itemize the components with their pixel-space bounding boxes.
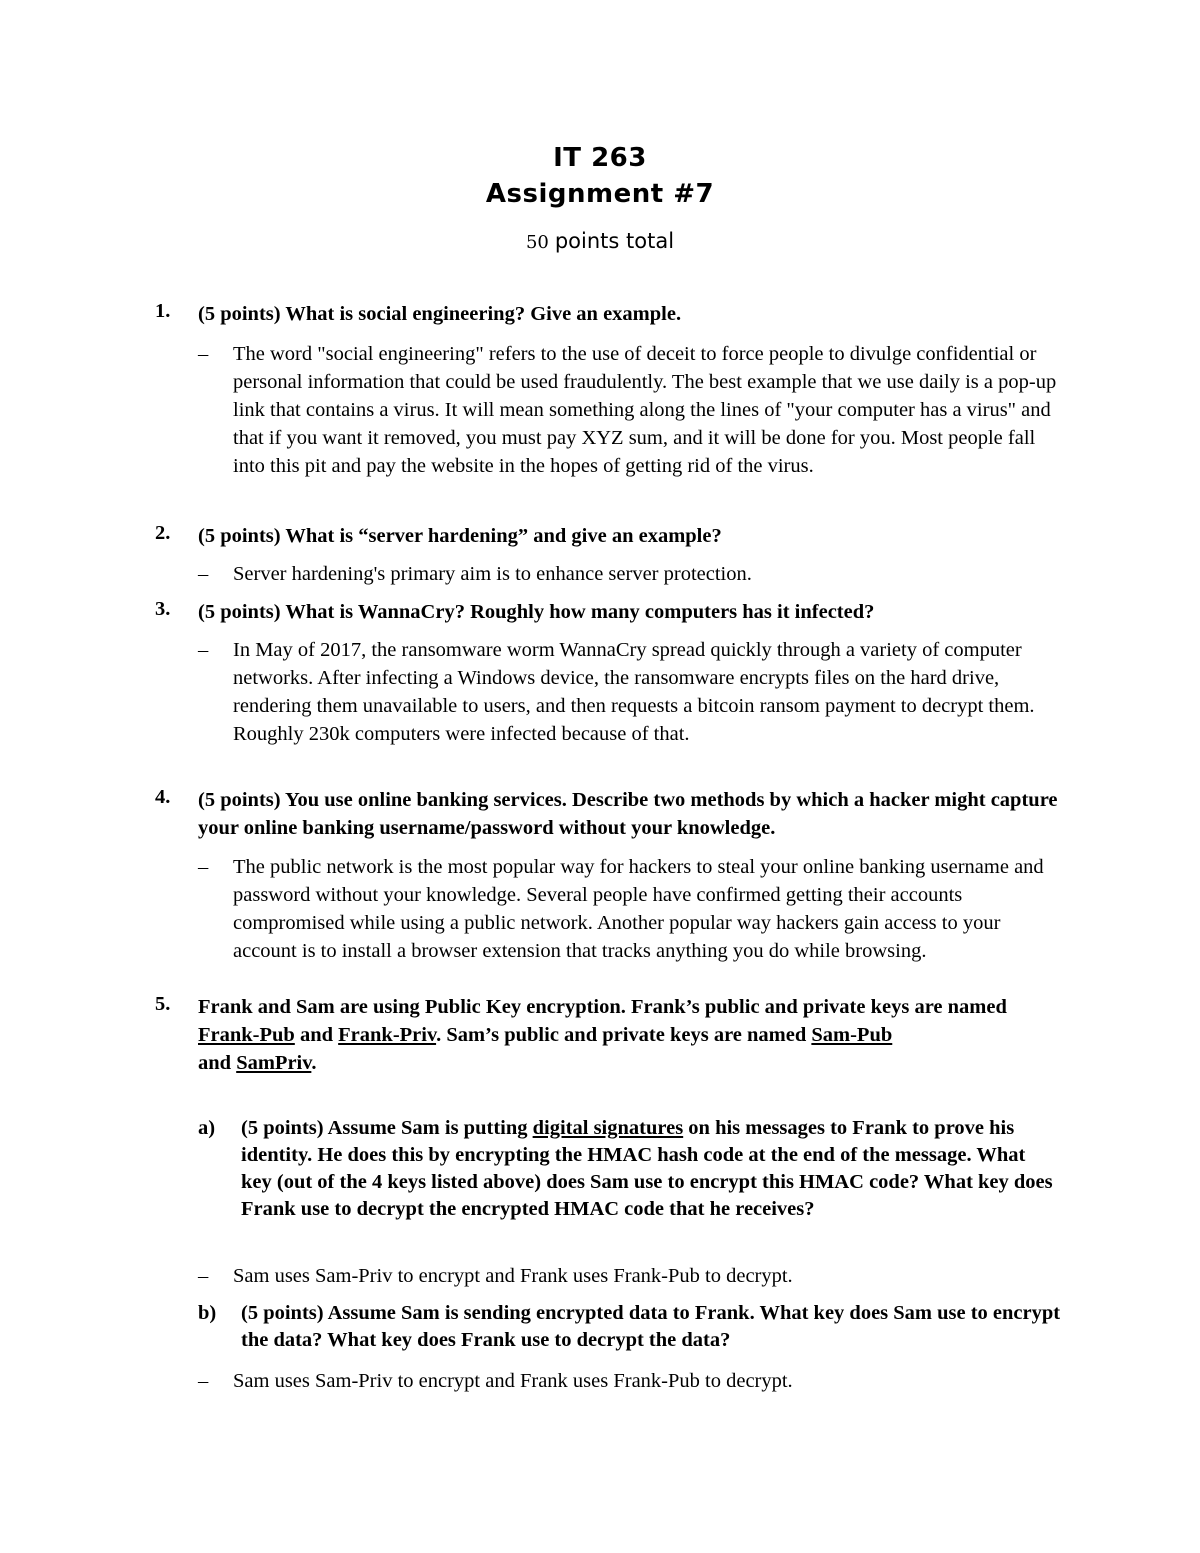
part-text: (5 points) Assume Sam is sending encrypted data to Frank. What key does Sam use to encrypt the data? What key does Frank use to decrypt the data? [241, 1302, 1061, 1351]
answer-dash: – [198, 856, 209, 878]
question-text: (5 points) What is “server hardening” and give an example? [198, 525, 722, 547]
question-number: 4. [155, 786, 171, 808]
answer-dash: – [198, 343, 209, 365]
key-frank-priv: Frank-Priv [338, 1024, 437, 1046]
part-label: a) [198, 1117, 216, 1139]
title-block [0, 140, 1200, 258]
course-title: IT 263 [553, 143, 647, 173]
answer-text: The public network is the most popular way for hackers to steal your online banking username and password without your knowledge. Several people have confirmed getting their accounts compromised while using a public network. Another popular way hackers gain access to your account is to install a browser extension that tracks anything you do while browsing. [233, 856, 1044, 962]
question-number: 1. [155, 300, 171, 322]
assignment-title: Assignment #7 [485, 179, 715, 209]
part-label: b) [198, 1302, 217, 1324]
conjunction: and [198, 1052, 232, 1074]
answer-dash: – [198, 1370, 209, 1392]
question-text: (5 points) What is WannaCry? Roughly how many computers has it infected? [198, 601, 875, 623]
key-frank-pub: Frank-Pub [198, 1024, 295, 1046]
answer-dash: – [198, 563, 209, 585]
question-number: 5. [155, 993, 171, 1015]
answer-text: Sam uses Sam-Priv to encrypt and Frank uses Frank-Pub to decrypt. [233, 1370, 793, 1392]
answer-dash: – [198, 1265, 209, 1287]
points-total [0, 226, 1200, 258]
points-label: points total [554, 229, 675, 253]
question-text: (5 points) You use online banking services. Describe two methods by which a hacker might capture your online banking username/password without your knowledge. [198, 789, 1058, 839]
conjunction: and [299, 1024, 334, 1046]
answer-text: Sam uses Sam-Priv to encrypt and Frank uses Frank-Pub to decrypt. [233, 1265, 793, 1287]
question-text [198, 993, 1058, 1077]
question-5-middle: . Sam’s public and private keys are named [436, 1024, 807, 1046]
answer-text: In May of 2017, the ransomware worm WannaCry spread quickly through a variety of computer networks. After infecting a Windows device, the ransomware encrypts files on the hard drive, rendering them unavailable to users, and then requests a bitcoin ransom payment to decrypt them. Roughly 230k computers were infected because of that. [233, 639, 1035, 745]
part-a-post: on his messages to Frank to prove his identity. He does this by encrypting the HMAC hash code at the end of the message. What key (out of the 4 keys listed above) does Sam use to encrypt this HMAC code? What key does Frank use to decrypt the encrypted HMAC code that he receives? [241, 1117, 1053, 1220]
key-sam-pub: Sam-Pub [811, 1024, 893, 1046]
answer-dash: – [198, 639, 209, 661]
part-a-pre: (5 points) Assume Sam is putting [241, 1117, 528, 1139]
question-5-intro: Frank and Sam are using Public Key encryption. Frank’s public and private keys are named [198, 996, 1007, 1018]
period: . [311, 1052, 317, 1074]
answer-text: The word "social engineering" refers to the use of deceit to force people to divulge confidential or personal information that could be used fraudulently. The best example that we use daily is a pop-up link that contains a virus. It will mean something along the lines of "your computer has a virus" and that if you want it removed, you must pay XYZ sum, and it will be done for you. Most people fall into this pit and pay the website in the hopes of getting rid of the virus. [233, 343, 1057, 477]
part-a-underlined: digital signatures [532, 1117, 684, 1139]
question-number: 3. [155, 598, 171, 620]
part-text [241, 1115, 1061, 1223]
question-number: 2. [155, 522, 171, 544]
key-sam-priv: SamPriv [236, 1052, 312, 1074]
answer-text: Server hardening's primary aim is to enhance server protection. [233, 563, 752, 585]
points-number: 50 [525, 232, 549, 253]
question-text: (5 points) What is social engineering? Give an example. [198, 303, 682, 325]
